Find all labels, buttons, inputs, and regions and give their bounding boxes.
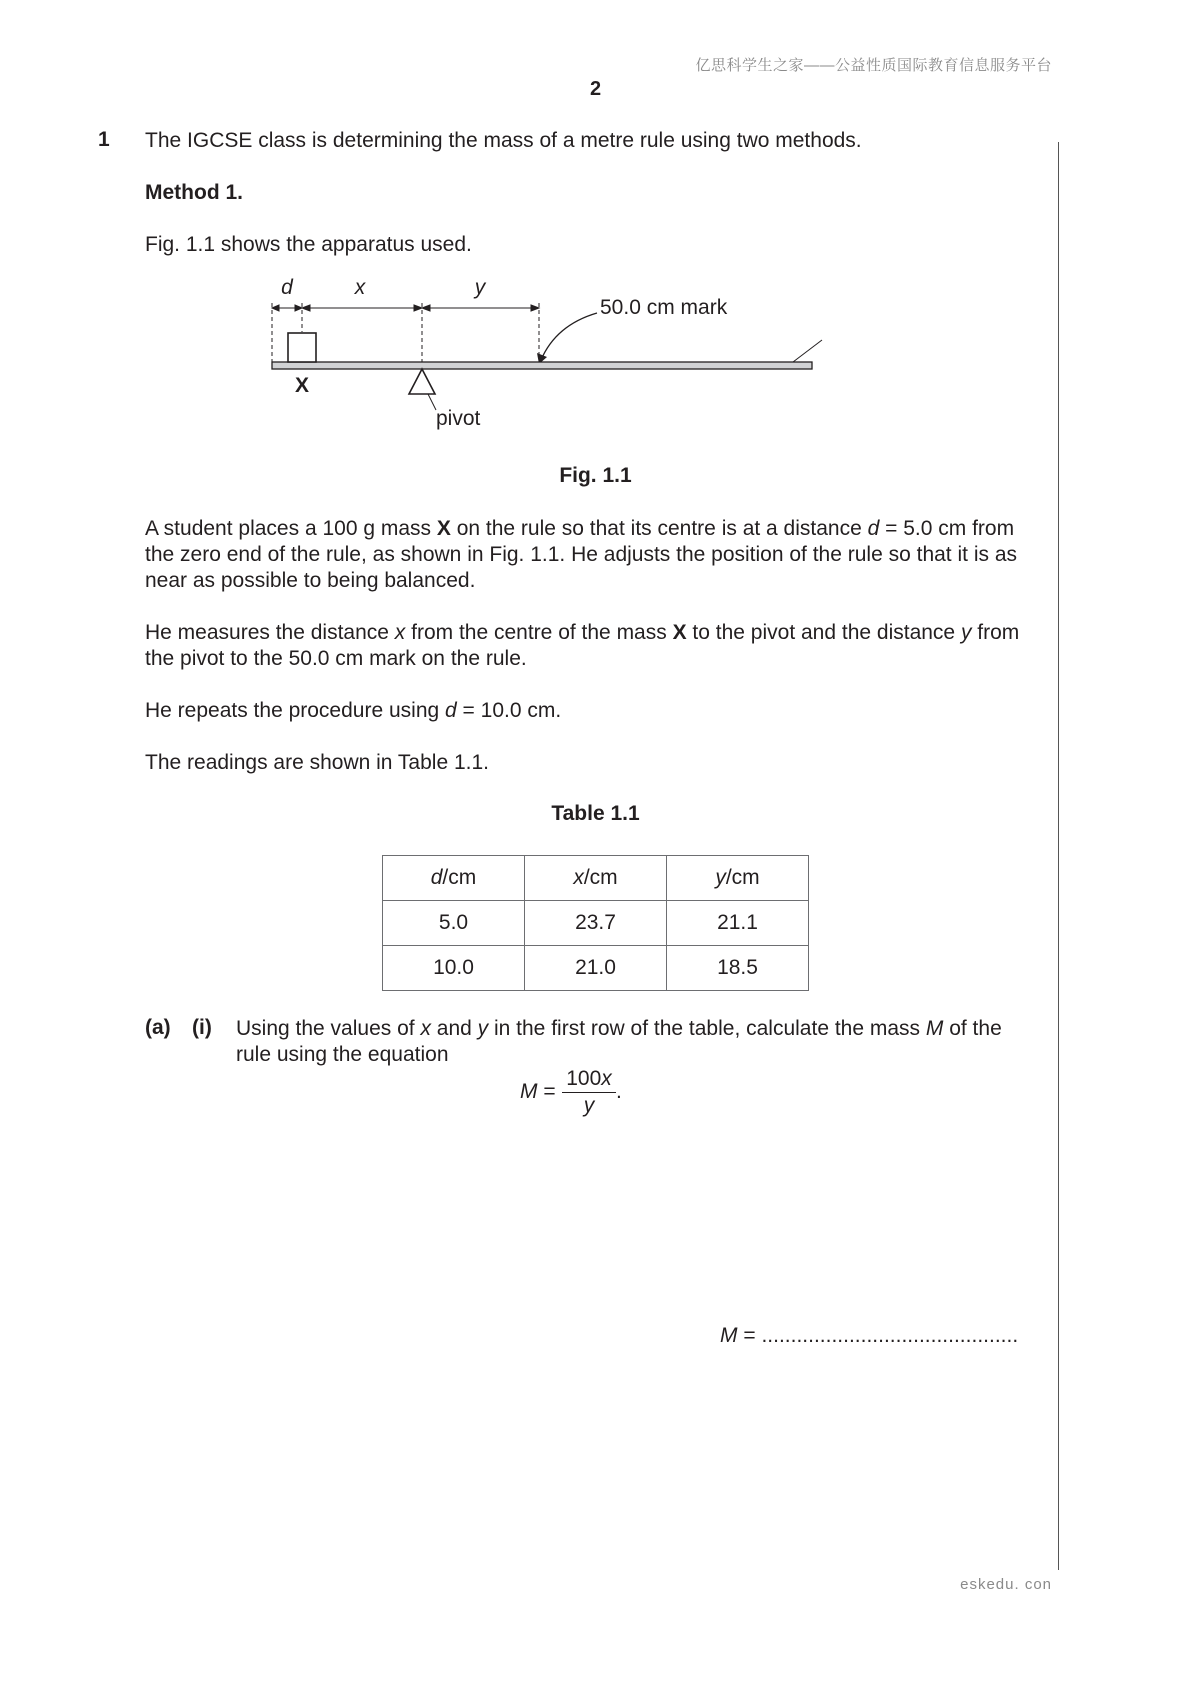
label-y: y [474, 276, 486, 299]
rule-end-leader [793, 340, 822, 362]
page-number: 2 [589, 78, 602, 100]
mass-x-block [288, 333, 316, 362]
question-intro: The IGCSE class is determining the mass of a metre rule using two methods. [145, 129, 862, 152]
table-cell: 18.5 [667, 946, 809, 991]
figure-caption: Fig. 1.1 [559, 464, 632, 487]
paragraph-readings: The readings are shown in Table 1.1. [145, 751, 489, 774]
header-y: y/cm [667, 856, 809, 901]
label-d: d [281, 276, 293, 299]
metre-rule [272, 362, 812, 369]
header-d: d/cm [383, 856, 525, 901]
method-heading: Method 1. [145, 181, 243, 204]
margin-rule [1058, 142, 1059, 1570]
table-header-row [383, 856, 809, 901]
equation-lhs: M [520, 1080, 538, 1103]
d-arrow-left [272, 305, 279, 311]
header-watermark: 亿思科学生之家——公益性质国际教育信息服务平台 [695, 57, 1052, 74]
equation-period: . [616, 1080, 622, 1103]
equation-denominator: y [583, 1094, 595, 1117]
part-a-label: (a) [145, 1016, 171, 1039]
table-row [383, 946, 809, 991]
part-a-i-question: Using the values of x and y in the first row of the table, calculate the mass M of the rule using the equation [236, 1017, 1002, 1066]
y-arrow-left [422, 305, 430, 311]
pivot-leader [428, 394, 436, 410]
y-arrow-right [531, 305, 539, 311]
header-x: x/cm [525, 856, 667, 901]
table-cell: 23.7 [525, 901, 667, 946]
readings-table [382, 855, 809, 991]
label-pivot: pivot [436, 407, 481, 430]
pivot-triangle [409, 369, 435, 394]
footer-watermark: eskedu. con [960, 1576, 1052, 1593]
label-mass-x: X [294, 374, 310, 397]
table-row [383, 901, 809, 946]
table-cell: 21.1 [667, 901, 809, 946]
equation-equals: = [537, 1080, 556, 1103]
x-arrow-left [302, 305, 310, 311]
apparatus-figure [260, 270, 840, 430]
equation-numerator: 100x [562, 1066, 616, 1093]
paragraph-repeat: He repeats the procedure using d = 10.0 cm. [145, 699, 562, 722]
mark-pointer-line [541, 313, 597, 360]
answer-line-m[interactable]: M = ............................................ [720, 1324, 1019, 1347]
equation-fraction [562, 1066, 616, 1119]
table-caption: Table 1.1 [551, 802, 640, 825]
label-x: x [354, 276, 366, 299]
paragraph-measure: He measures the distance x from the centre of the mass X to the pivot and the distance y from the pivot to the 50.0 cm mark on the rule. [145, 621, 1020, 670]
figure-intro: Fig. 1.1 shows the apparatus used. [145, 233, 472, 256]
table-cell: 21.0 [525, 946, 667, 991]
table-cell: 10.0 [383, 946, 525, 991]
question-number: 1 [98, 128, 110, 151]
dimension-arrows [272, 305, 539, 311]
paragraph-setup: A student places a 100 g mass X on the rule so that its centre is at a distance d = 5.0 cm from the zero end of the rule, as shown in Fig. 1.1. He adjusts the position of the rule so that it is as near as possible to being balanced. [145, 517, 1017, 592]
part-i-label: (i) [192, 1016, 212, 1039]
table-cell: 5.0 [383, 901, 525, 946]
label-50cm-mark: 50.0 cm mark [600, 296, 728, 319]
